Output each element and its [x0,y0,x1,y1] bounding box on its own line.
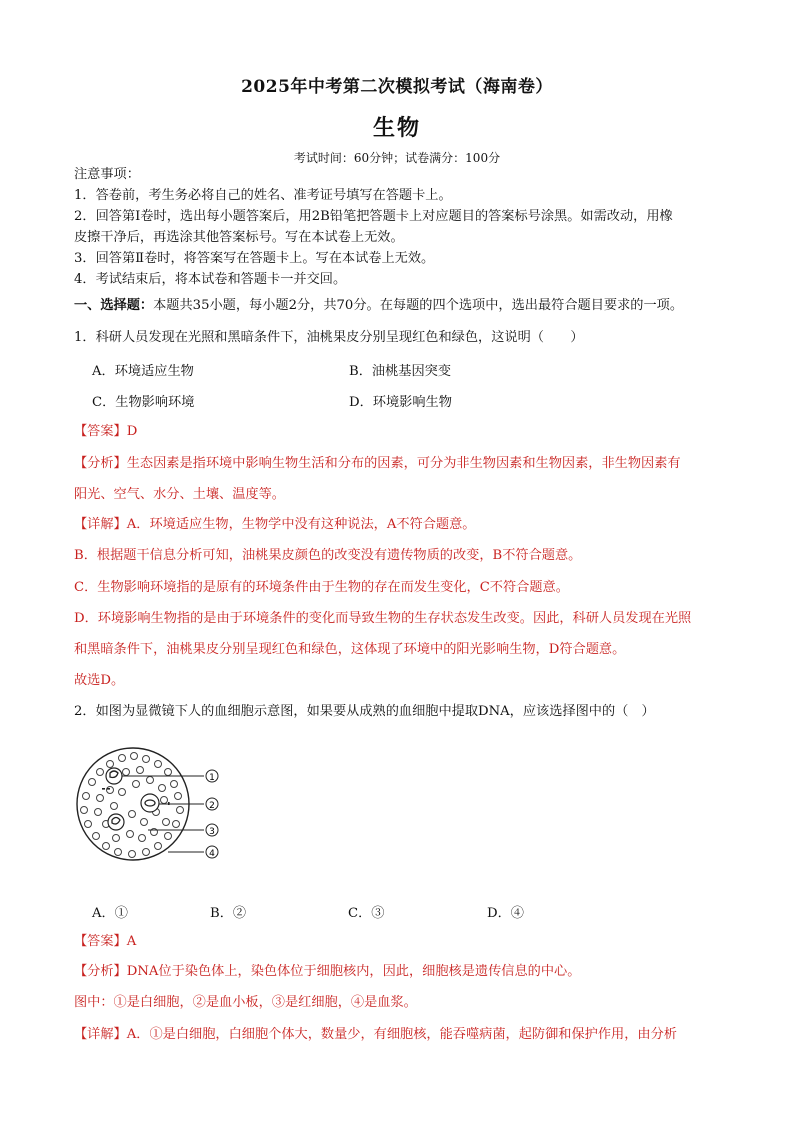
q1-detail-c: C．生物影响环境指的是原有的环境条件由于生物的存在而发生变化，C不符合题意。 [74,580,569,595]
q2-option-a: A．① [92,906,128,921]
figure-label-3: 3 [209,827,215,837]
blood-cell-figure [70,742,230,872]
note-item: 皮擦干净后，再选涂其他答案标号。写在本试卷上无效。 [74,230,404,245]
q2-option-d: D．④ [487,906,524,921]
figure-label-2: 2 [209,801,215,811]
q2-option-c: C．③ [348,906,385,921]
note-item: 2．回答第Ⅰ卷时，选出每小题答案后，用2B铅笔把答题卡上对应题目的答案标号涂黑。如需改动，用橡 [74,209,673,224]
section-text: 本题共35小题，每小题2分，共70分。在每题的四个选项中，选出最符合题目要求的一项。 [153,298,684,313]
note-item: 4．考试结束后，将本试卷和答题卡一并交回。 [74,272,347,287]
q2-stem: 2．如图为显微镜下人的血细胞示意图，如果要从成熟的血细胞中提取DNA，应该选择图中的（ ） [74,704,655,719]
q2-detail: 【详解】A．①是白细胞，白细胞个体大，数量少，有细胞核，能吞噬病菌，起防御和保护作用，由分析 [74,1027,677,1042]
notes-heading: 注意事项： [74,167,140,182]
figure-label-1: 1 [209,773,215,783]
q1-detail-a: 【详解】A．环境适应生物，生物学中没有这种说法，A不符合题意。 [74,517,476,532]
note-item: 3．回答第Ⅱ卷时，将答案写在答题卡上。写在本试卷上无效。 [74,251,435,266]
figure-label-circles [206,770,218,858]
q1-option-d: D．环境影响生物 [349,395,452,410]
exam-meta: 考试时间：60分钟；试卷满分：100分 [293,151,501,165]
q1-answer: 【答案】D [74,424,138,439]
q1-detail-d-cont: 和黑暗条件下，油桃果皮分别呈现红色和绿色，这体现了环境中的阳光影响生物，D符合题意。 [74,642,626,657]
q1-detail-d: D．环境影响生物指的是由于环境条件的变化而导致生物的生存状态发生改变。因此，科研人员发现在光照 [74,611,692,626]
note-item: 1．答卷前，考生务必将自己的姓名、准考证号填写在答题卡上。 [74,188,452,203]
q2-analysis-cont: 图中：①是白细胞，②是血小板，③是红细胞，④是血浆。 [74,995,417,1010]
q1-option-c: C．生物影响环境 [92,395,195,410]
q1-detail-b: B．根据题干信息分析可知，油桃果皮颜色的改变没有遗传物质的改变，B不符合题意。 [74,548,582,563]
q1-analysis: 【分析】生态因素是指环境中影响生物生活和分布的因素，可分为非生物因素和生物因素，非生物因素有 [74,456,681,471]
figure-label-4: 4 [209,849,215,859]
q2-option-b: B．② [210,906,247,921]
q2-answer: 【答案】A [74,934,137,949]
subject-title: 生物 [372,115,421,141]
q1-analysis-cont: 阳光、空气、水分、土壤、温度等。 [74,487,285,502]
q2-analysis: 【分析】DNA位于染色体上，染色体位于细胞核内，因此，细胞核是遗传信息的中心。 [74,964,581,979]
q1-option-a: A．环境适应生物 [92,364,194,379]
q1-stem: 1．科研人员发现在光照和黑暗条件下，油桃果皮分别呈现红色和绿色，这说明（ ） [74,330,584,345]
q1-conclusion: 故选D。 [74,673,125,688]
section-prefix: 一、选择题： [74,298,154,313]
exam-title: 2025年中考第二次模拟考试（海南卷） [241,77,553,97]
q1-option-b: B．油桃基因突变 [349,364,452,379]
section-heading [74,297,683,315]
